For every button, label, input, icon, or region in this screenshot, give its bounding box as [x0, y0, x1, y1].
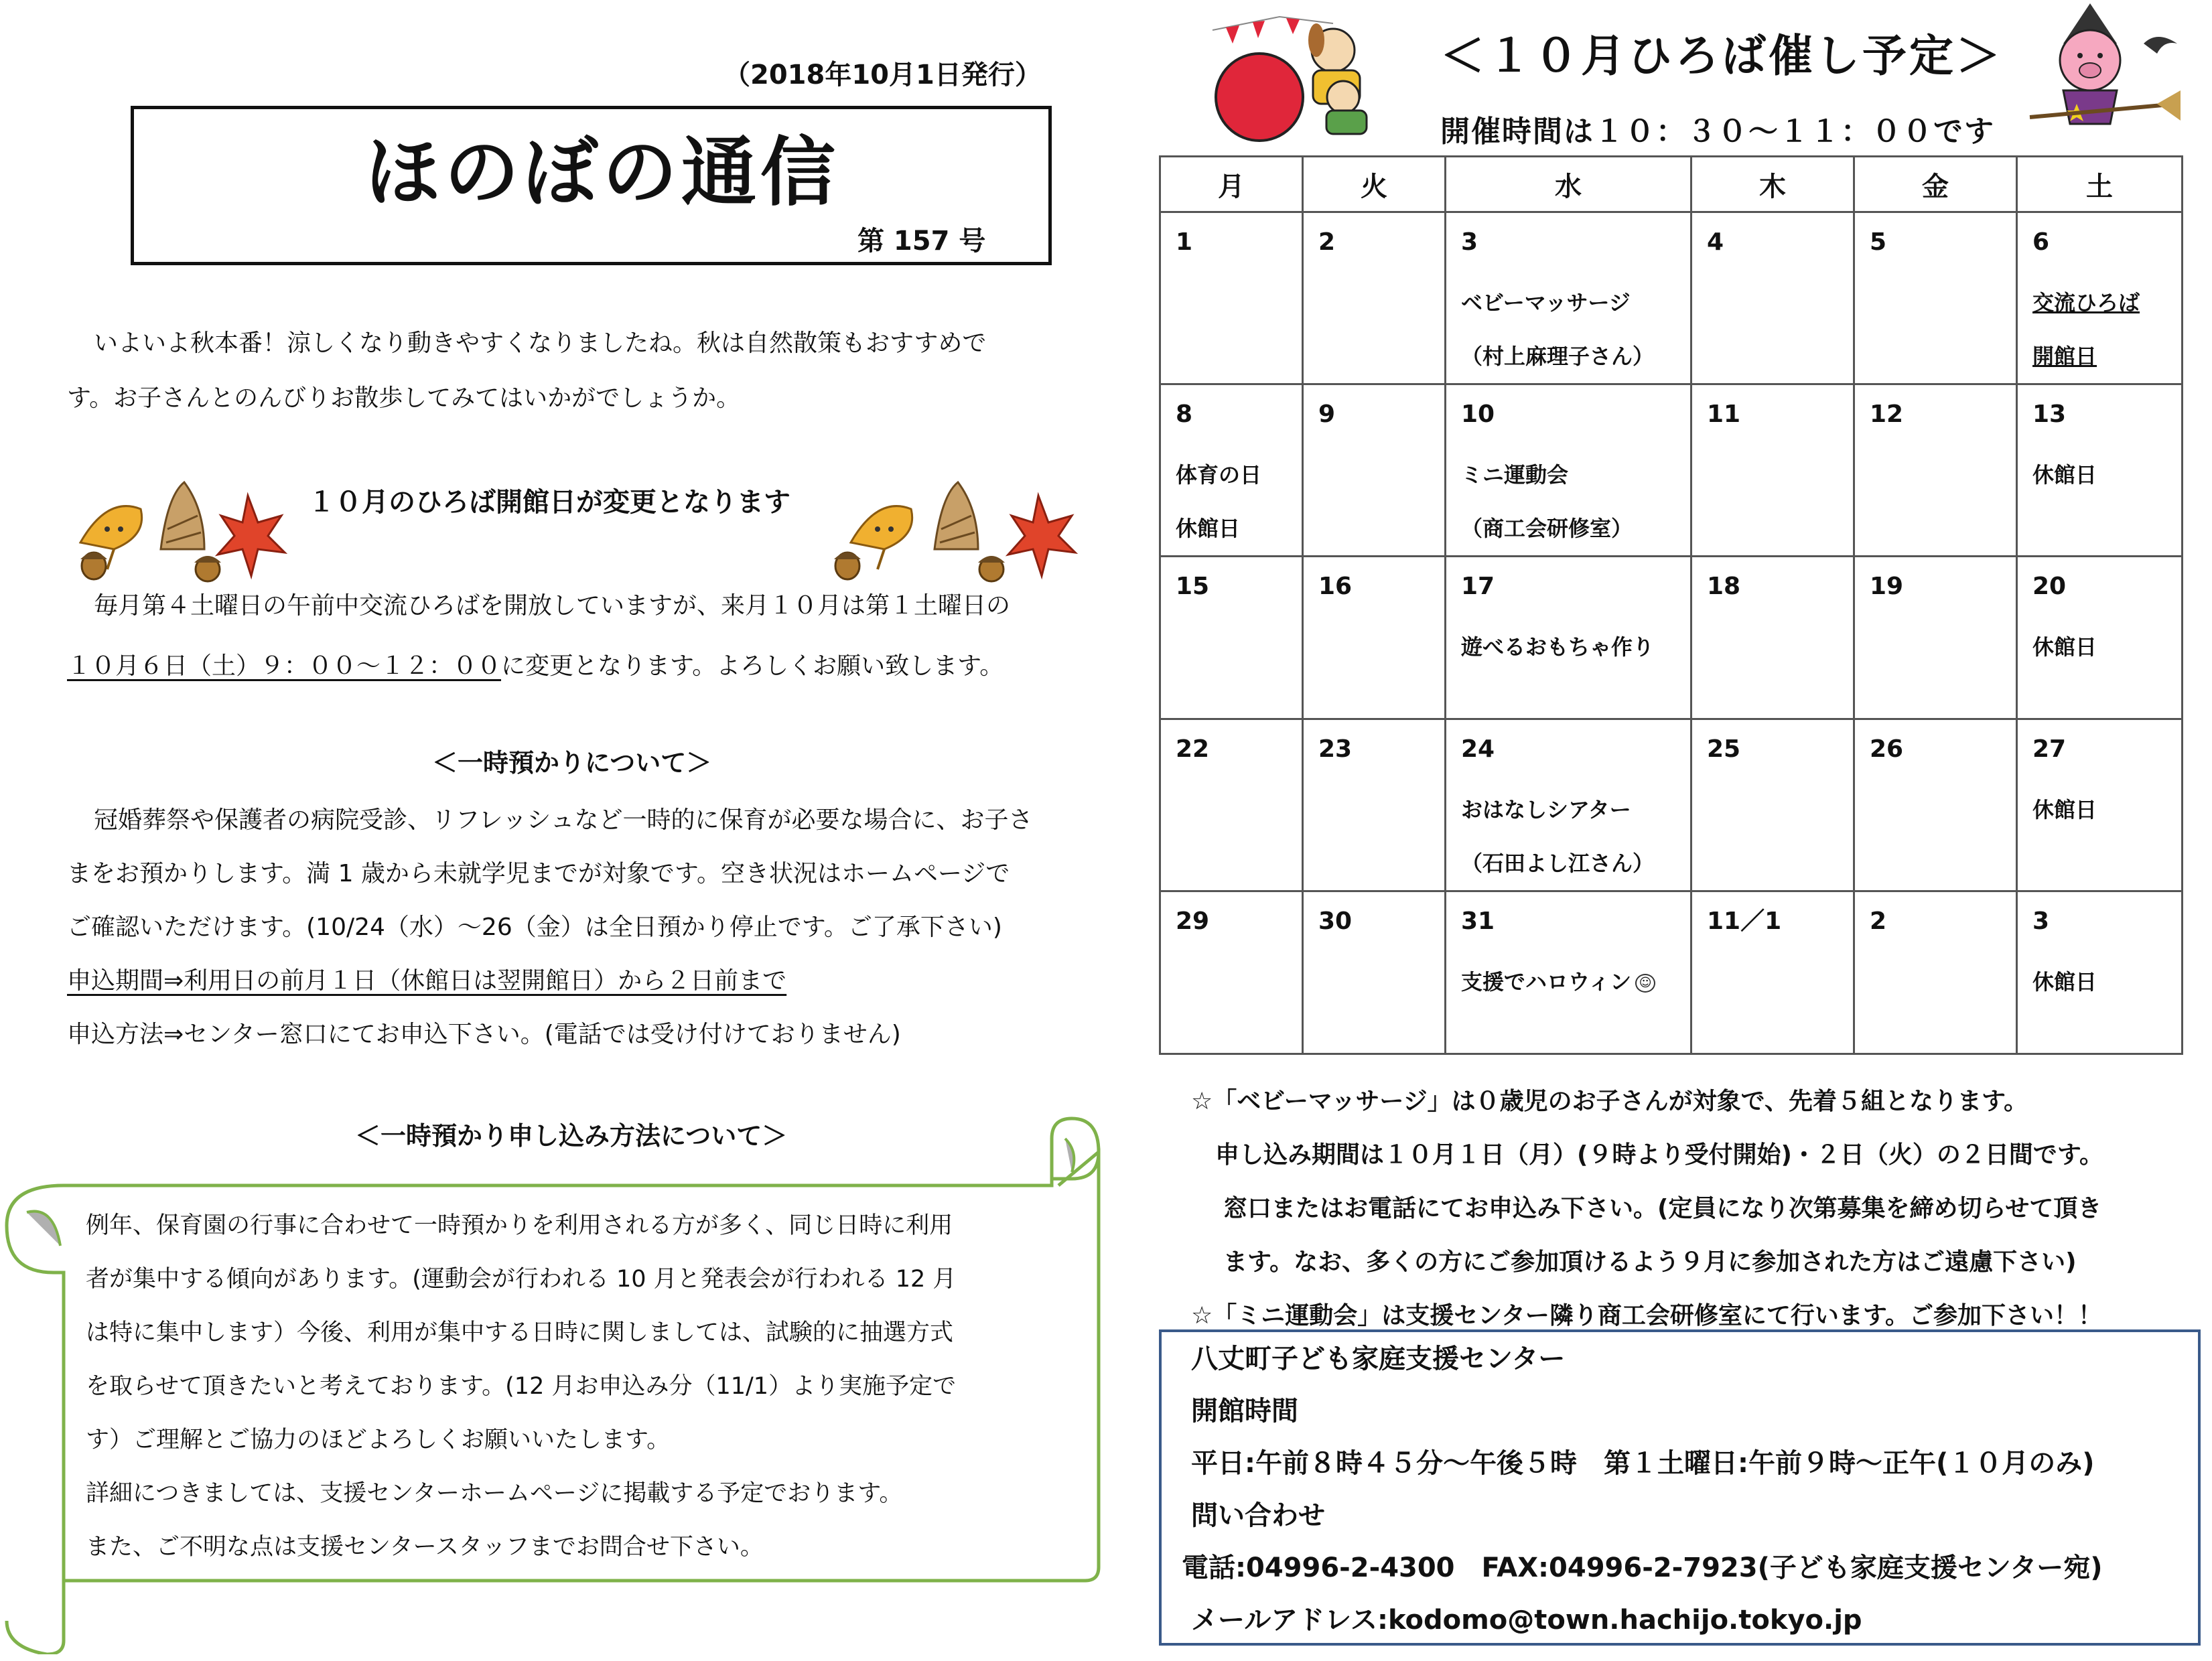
event-label: 休館日	[2032, 969, 2097, 995]
scroll-line: を取らせて頂きたいと考えております。(12 月お申込み分（11/1）より実施予定で	[86, 1373, 957, 1400]
calendar-day-cell	[1446, 212, 1691, 384]
day-number: 2	[1870, 908, 1887, 935]
pumpkin-icon: ☺	[1635, 974, 1655, 993]
calendar-day-cell	[1691, 212, 1854, 384]
scroll-line: また、ご不明な点は支援センタースタッフまでお問合せ下さい。	[86, 1534, 764, 1561]
note-line: ☆「ミニ運動会」は支援センター隣り商工会研修室にて行います。ご参加下さい！！	[1191, 1302, 2102, 1329]
ginkgo-leaf-icon	[851, 506, 912, 569]
day-number: 6	[2032, 228, 2050, 256]
email-address[interactable]: メールアドレス:kodomo@town.hachijo.tokyo.jp	[1191, 1605, 1862, 1636]
calendar-week-row	[1160, 891, 2183, 1054]
calendar-week-row	[1160, 212, 2183, 384]
event-label: （村上麻理子さん）	[1461, 344, 1655, 369]
day-number: 9	[1318, 401, 1336, 428]
calendar-day-cell	[1446, 891, 1691, 1054]
calendar-header-row	[1160, 157, 2183, 212]
newsletter-title: ほのぼの通信	[365, 129, 839, 216]
calendar-week-row	[1160, 557, 2183, 719]
calendar-day-cell	[1160, 891, 1303, 1054]
calendar-day-cell	[1446, 557, 1691, 719]
day-number: 16	[1318, 573, 1353, 600]
note-line: ます。なお、多くの方にご参加頂けるよう９月に参加された方はご遠慮下さい)	[1223, 1248, 2077, 1276]
autumn-decoration-left	[67, 469, 288, 583]
acorn-icon	[80, 553, 107, 579]
scroll-line: 例年、保育園の行事に合わせて一時預かりを利用される方が多く、同じ日時に利用	[86, 1212, 953, 1239]
bamboo-shoot-icon	[935, 482, 978, 549]
event-label: 交流ひろば	[2032, 290, 2140, 315]
calendar-day-cell	[1854, 719, 2017, 891]
schedule-time: 開催時間は１０：３０～１１：００です	[1440, 115, 1995, 149]
change-line	[67, 636, 1085, 697]
temp-line: 冠婚葬祭や保護者の病院受診、リフレッシュなど一時的に保育が必要な場合に、お子さ	[94, 806, 1033, 834]
calendar-day-cell	[1303, 557, 1446, 719]
day-number: 20	[2032, 573, 2067, 600]
intro-line: す。お子さんとのんびりお散歩してみてはいかがでしょうか。	[67, 384, 741, 412]
ball-kids-illustration	[1199, 3, 1400, 144]
calendar-week-row	[1160, 384, 2183, 557]
day-number: 5	[1870, 228, 1887, 256]
change-paragraph	[67, 576, 1085, 697]
application-method-paragraph	[86, 1199, 1024, 1574]
calendar-day-cell	[1854, 212, 2017, 384]
day-number: 18	[1707, 573, 1741, 600]
day-number: 25	[1707, 735, 1741, 763]
day-number: 12	[1870, 401, 1904, 428]
application-method-heading: ＜一時預かり申し込み方法について＞	[355, 1121, 788, 1151]
schedule-title: ＜１０月ひろば催し予定＞	[1440, 30, 2003, 82]
event-label: おはなしシアター	[1461, 797, 1631, 822]
calendar-day-cell	[2017, 891, 2183, 1054]
weekday-header: 木	[1691, 157, 1854, 212]
day-number: 15	[1176, 573, 1210, 600]
temp-line: ご確認いただけます。(10/24（水）～26（金）は全日預かり停止です。ご了承下さい)	[67, 914, 1002, 941]
calendar-day-cell	[1160, 212, 1303, 384]
change-heading: １０月のひろば開館日が変更となります	[308, 487, 790, 518]
weekday-header: 金	[1854, 157, 2017, 212]
hours-text: 平日:午前８時４５分～午後５時 第１土曜日:午前９時～正午(１０月のみ)	[1191, 1448, 2095, 1479]
weekday-header: 火	[1303, 157, 1446, 212]
calendar-day-cell	[1160, 719, 1303, 891]
day-number: 10	[1461, 401, 1495, 428]
hours-label: 開館時間	[1191, 1396, 1298, 1427]
calendar-day-cell	[1854, 384, 2017, 557]
day-number: 1	[1176, 228, 1193, 256]
center-name: 八丈町子ども家庭支援センター	[1191, 1344, 1566, 1374]
day-number: 30	[1318, 908, 1353, 935]
day-number: 8	[1176, 401, 1193, 428]
calendar-day-cell	[1691, 891, 1854, 1054]
issue-number: 第 157 号	[857, 226, 986, 257]
day-number: 23	[1318, 735, 1353, 763]
scroll-line: す）ご理解とご協力のほどよろしくお願いいたします。	[86, 1427, 671, 1453]
day-number: 29	[1176, 908, 1210, 935]
day-number: 17	[1461, 573, 1495, 600]
calendar-day-cell	[1160, 557, 1303, 719]
day-number: 24	[1461, 735, 1495, 763]
calendar-day-cell	[2017, 212, 2183, 384]
change-date: １０月６日（土）９：００～１２：００	[67, 652, 502, 680]
apply-method: 申込方法⇒センター窓口にてお申込下さい。(電話では受け付けておりません)	[67, 1021, 901, 1048]
day-number: 3	[2032, 908, 2050, 935]
event-label: ミニ運動会	[1461, 462, 1569, 488]
calendar-day-cell	[1446, 384, 1691, 557]
calendar-week-row	[1160, 719, 2183, 891]
day-number: 27	[2032, 735, 2067, 763]
acorn-icon	[834, 553, 861, 579]
scroll-line: 者が集中する傾向があります。(運動会が行われる 10 月と発表会が行われる 12 月	[86, 1266, 957, 1293]
autumn-decoration-right	[824, 469, 1092, 583]
event-label: 休館日	[1176, 516, 1241, 541]
scroll-line: は特に集中します）今後、利用が集中する日時に関しましては、試験的に抽選方式	[86, 1319, 954, 1346]
weekday-header: 水	[1446, 157, 1691, 212]
day-number: 3	[1461, 228, 1478, 256]
event-label: （石田よし江さん）	[1461, 851, 1655, 876]
event-calendar	[1159, 155, 2183, 1055]
schedule-notes	[1191, 1075, 2196, 1343]
calendar-day-cell	[2017, 557, 2183, 719]
change-line: 毎月第４土曜日の午前中交流ひろばを開放していますが、来月１０月は第１土曜日の	[94, 592, 1011, 620]
day-number: 4	[1707, 228, 1724, 256]
day-number: 26	[1870, 735, 1904, 763]
bamboo-shoot-icon	[161, 482, 204, 549]
calendar-day-cell	[1854, 891, 2017, 1054]
event-label	[1446, 955, 1690, 1009]
calendar-day-cell	[1691, 719, 1854, 891]
scroll-line: 詳細につきましては、支援センターホームページに掲載する予定でおります。	[86, 1480, 903, 1507]
weekday-header: 土	[2017, 157, 2183, 212]
event-label: ベビーマッサージ	[1461, 290, 1631, 315]
maple-leaf-icon	[218, 496, 285, 576]
calendar-day-cell	[1691, 557, 1854, 719]
calendar-day-cell	[1446, 719, 1691, 891]
note-line: 申し込み期間は１０月１日（月）(９時より受付開始)・２日（火）の２日間です。	[1215, 1141, 2104, 1169]
event-label: 休館日	[2032, 634, 2097, 660]
note-line: 窓口またはお電話にてお申込み下さい。(定員になり次第募集を締め切らせて頂き	[1223, 1195, 2102, 1222]
phone-fax: 電話:04996-2-4300 FAX:04996-2-7923(子ども家庭支援センター宛)	[1182, 1552, 2103, 1583]
calendar-day-cell	[1303, 384, 1446, 557]
calendar-day-cell	[2017, 384, 2183, 557]
day-number: 2	[1318, 228, 1336, 256]
temporary-care-paragraph	[67, 794, 1099, 1062]
calendar-day-cell	[1854, 557, 2017, 719]
event-label: 遊べるおもちゃ作り	[1461, 634, 1655, 660]
weekday-header: 月	[1160, 157, 1303, 212]
apply-period: 申込期間⇒利用日の前月１日（休館日は翌開館日）から２日前まで	[67, 967, 787, 995]
day-number: 19	[1870, 573, 1904, 600]
note-line: ☆「ベビーマッサージ」は０歳児のお子さんが対象で、先着５組となります。	[1191, 1088, 2028, 1115]
event-label: 体育の日	[1176, 462, 1262, 488]
change-rest: に変更となります。よろしくお願い致します。	[501, 652, 1004, 680]
calendar-day-cell	[1303, 719, 1446, 891]
day-number: 22	[1176, 735, 1210, 763]
calendar-day-cell	[1303, 891, 1446, 1054]
contact-label: 問い合わせ	[1191, 1500, 1325, 1531]
event-label-text: 支援でハロウィン	[1461, 969, 1632, 995]
event-label: 開館日	[2032, 344, 2097, 369]
intro-paragraph	[67, 316, 1085, 426]
day-number: 31	[1461, 908, 1495, 935]
calendar-day-cell	[1303, 212, 1446, 384]
calendar-day-cell	[2017, 719, 2183, 891]
calendar-day-cell	[1160, 384, 1303, 557]
day-number: 13	[2032, 401, 2067, 428]
day-number: 11	[1707, 401, 1741, 428]
center-info	[1182, 1333, 2103, 1646]
event-label: 休館日	[2032, 462, 2097, 488]
maple-leaf-icon	[1008, 496, 1075, 576]
issue-date: （2018年10月1日発行）	[723, 60, 1042, 90]
day-number: 11／1	[1707, 908, 1782, 935]
intro-line: いよいよ秋本番！涼しくなり動きやすくなりましたね。秋は自然散策もおすすめで	[94, 330, 987, 357]
witch-pig-illustration	[2023, 3, 2184, 144]
temp-line: まをお預かりします。満 1 歳から未就学児までが対象です。空き状況はホームページで	[67, 860, 1010, 887]
event-label: 休館日	[2032, 797, 2097, 822]
temporary-care-heading: ＜一時預かりについて＞	[432, 748, 712, 778]
calendar-day-cell	[1691, 384, 1854, 557]
event-label: （商工会研修室）	[1461, 516, 1633, 541]
